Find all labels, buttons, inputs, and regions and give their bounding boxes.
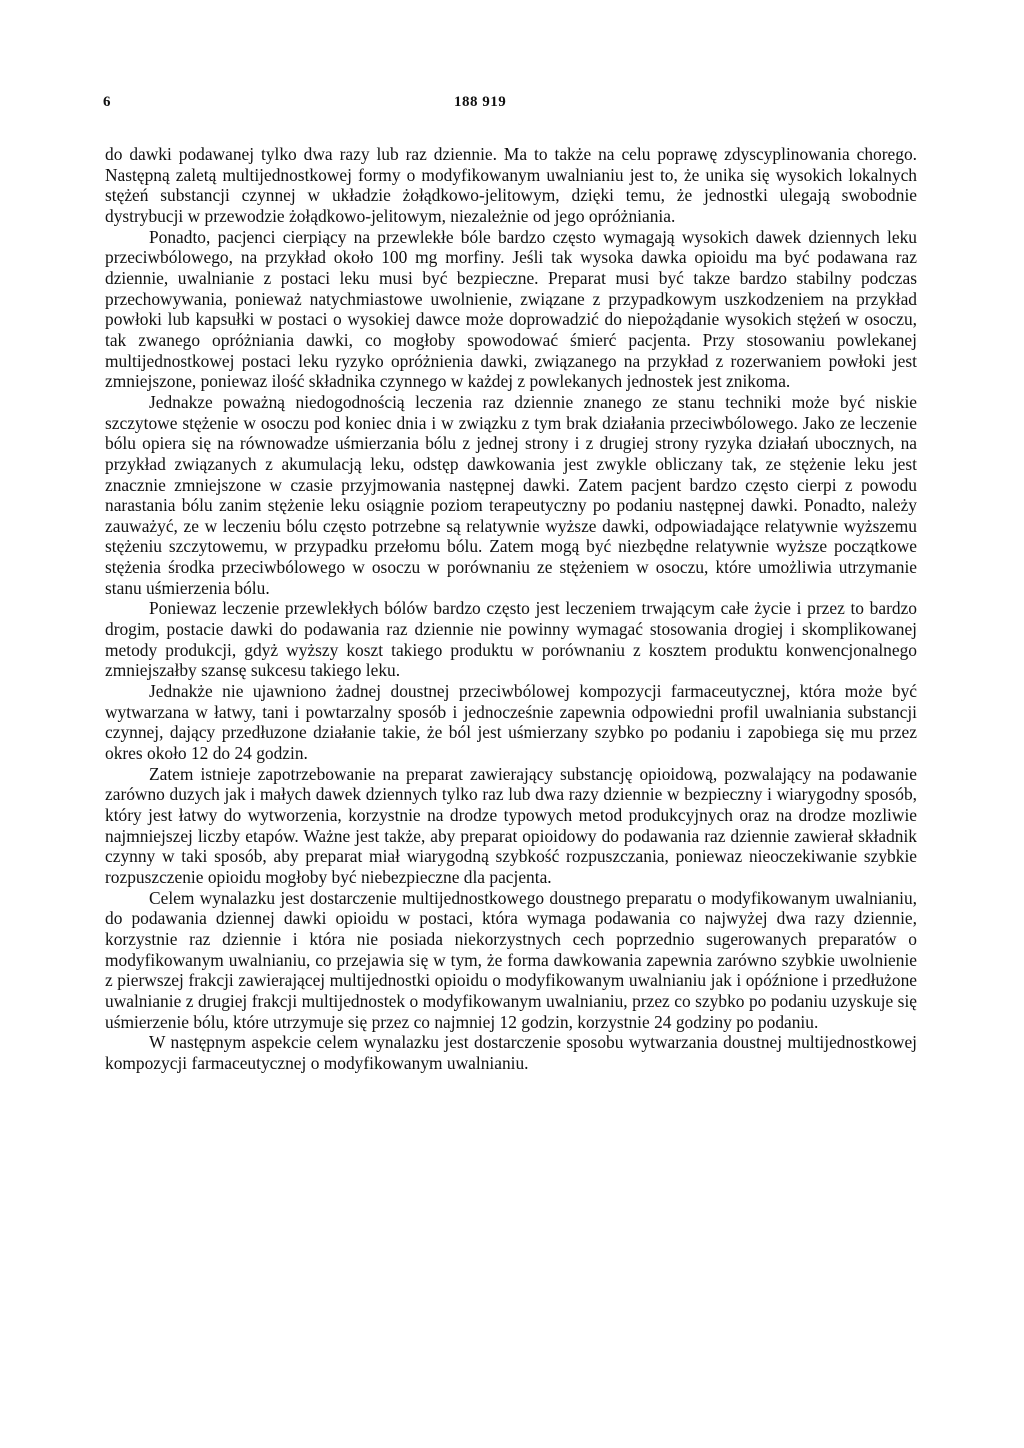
document-number: 188 919 <box>454 94 507 110</box>
page-number: 6 <box>103 94 111 110</box>
document-body <box>105 144 917 1074</box>
paragraph-3: Jednakze poważną niedogodnością leczenia raz dziennie znanego ze stanu techniki może być niskie szczytowe stężenie w osoczu pod koniec dnia i w związku z tym brak działania przeciwbólowego. Jako ze leczenie bólu opiera się na równowadze uśmierzania bólu z jednej strony i z drugiej strony ryzyka działań ubocznych, na przykład związanych z akumulacją leku, odstęp dawkowania jest zwykle obliczany tak, ze stężenie leku jest znacznie zmniejszone w czasie przyjmowania następnej dawki. Zatem pacjent bardzo często cierpi z powodu narastania bólu zanim stężenie leku osiągnie poziom terapeutyczny po podaniu następnej dawki. Ponadto, należy zauważyć, ze w leczeniu bólu często potrzebne są relatywnie wyższe dawki, odpowiadające relatywnie wyższemu stężeniu szczytowemu, w przypadku przełomu bólu. Zatem mogą być niezbędne relatywnie wyższe początkowe stężenia środka przeciwbólowego w osoczu w porównaniu ze stężeniem w osoczu, które umożliwia utrzymanie stanu uśmierzenia bólu. <box>105 391 917 598</box>
paragraph-8: W następnym aspekcie celem wynalazku jest dostarczenie sposobu wytwarzania doustnej multijednostkowej kompozycji farmaceutycznej o modyfikowanym uwalnianiu. <box>105 1032 917 1073</box>
paragraph-5: Jednakże nie ujawniono żadnej doustnej przeciwbólowej kompozycji farmaceutycznej, która może być wytwarzana w łatwy, tani i powtarzalny sposób i jednocześnie zapewnia odpowiedni profil uwalniania substancji czynnej, dający przedłuzone działanie takie, że ból jest uśmierzany szybko po podaniu i zapobiega się mu przez okres około 12 do 24 godzin. <box>105 681 917 764</box>
paragraph-6: Zatem istnieje zapotrzebowanie na preparat zawierający substancję opioidową, pozwalający na podawanie zarówno duzych jak i małych dawek dziennych tylko raz lub dwa razy dziennie w bezpieczny i wiarygodny sposób, który jest łatwy do wytworzenia, korzystnie na drodze typowych metod produkcyjnych oraz na drodze mozliwie najmniejszej liczby etapów. Ważne jest także, aby preparat opioidowy do podawania raz dziennie zawierał składnik czynny w taki sposób, aby preparat miał wiarygodną szybkość rozpuszczania, poniewaz nieoczekiwanie szybkie rozpuszczenie opioidu mogłoby być niebezpieczne dla pacjenta. <box>105 763 917 887</box>
paragraph-4: Poniewaz leczenie przewlekłych bólów bardzo często jest leczeniem trwającym całe życie i przez to bardzo drogim, postacie dawki do podawania raz dziennie nie powinny wymagać stosowania drogiej i skomplikowanej metody produkcji, gdyż wyższy koszt takiego produktu w porównaniu z kosztem produktu konwencjonalnego zmniejszałby szansę sukcesu takiego leku. <box>105 598 917 681</box>
paragraph-2: Ponadto, pacjenci cierpiący na przewlekłe bóle bardzo często wymagają wysokich dawek dziennych leku przeciwbólowego, na przykład około 100 mg morfiny. Jeśli tak wysoka dawka opioidu ma być podawana raz dziennie, uwalnianie z postaci leku musi być bezpieczne. Preparat musi być takze bardzo stabilny podczas przechowywania, ponieważ natychmiastowe uwolnienie, związane z przypadkowym uszkodzeniem na przykład powłoki lub kapsułki w postaci o wysokiej dawce może doprowadzić do niepożądanie wysokich stężeń w osoczu, tak zwanego opróżniania dawki, co mogłoby spowodować śmierć pacjenta. Przy stosowaniu powlekanej multijednostkowej postaci leku ryzyko opróżnienia dawki, związanego na przykład z rozerwaniem powłoki jest zmniejszone, poniewaz ilość składnika czynnego w każdej z powlekanych jednostek jest znikoma. <box>105 226 917 392</box>
paragraph-1: do dawki podawanej tylko dwa razy lub raz dziennie. Ma to także na celu poprawę zdyscyplinowania chorego. Następną zaletą multijednostkowej formy o modyfikowanym uwalnianiu jest to, że unika się wysokich lokalnych stężeń substancji czynnej w układzie żołądkowo-jelitowym, dzięki temu, że jednostki ulegają swobodnie dystrybucji w przewodzie żołądkowo-jelitowym, niezależnie od jego opróżniania. <box>105 144 917 226</box>
paragraph-7: Celem wynalazku jest dostarczenie multijednostkowego doustnego preparatu o modyfikowanym uwalnianiu, do podawania dziennej dawki opioidu w postaci, która wymaga podawania co najwyżej dwa razy dziennie, korzystnie raz dziennie i która nie posiada niekorzystnych cech poprzednio sugerowanych preparatów o modyfikowanym uwalnianiu, co przejawia się w tym, że forma dawkowania zapewnia zarówno szybkie uwolnienie z pierwszej frakcji zawierającej multijednostki opioidu o modyfikowanym uwalnianiu jak i opóźnione i przedłużone uwalnianie z drugiej frakcji multijednostek o modyfikowanym uwalnianiu, przez co szybko po podaniu uzyskuje się uśmierzenie bólu, które utrzymuje się przez co najmniej 12 godzin, korzystnie 24 godziny po podaniu. <box>105 887 917 1032</box>
